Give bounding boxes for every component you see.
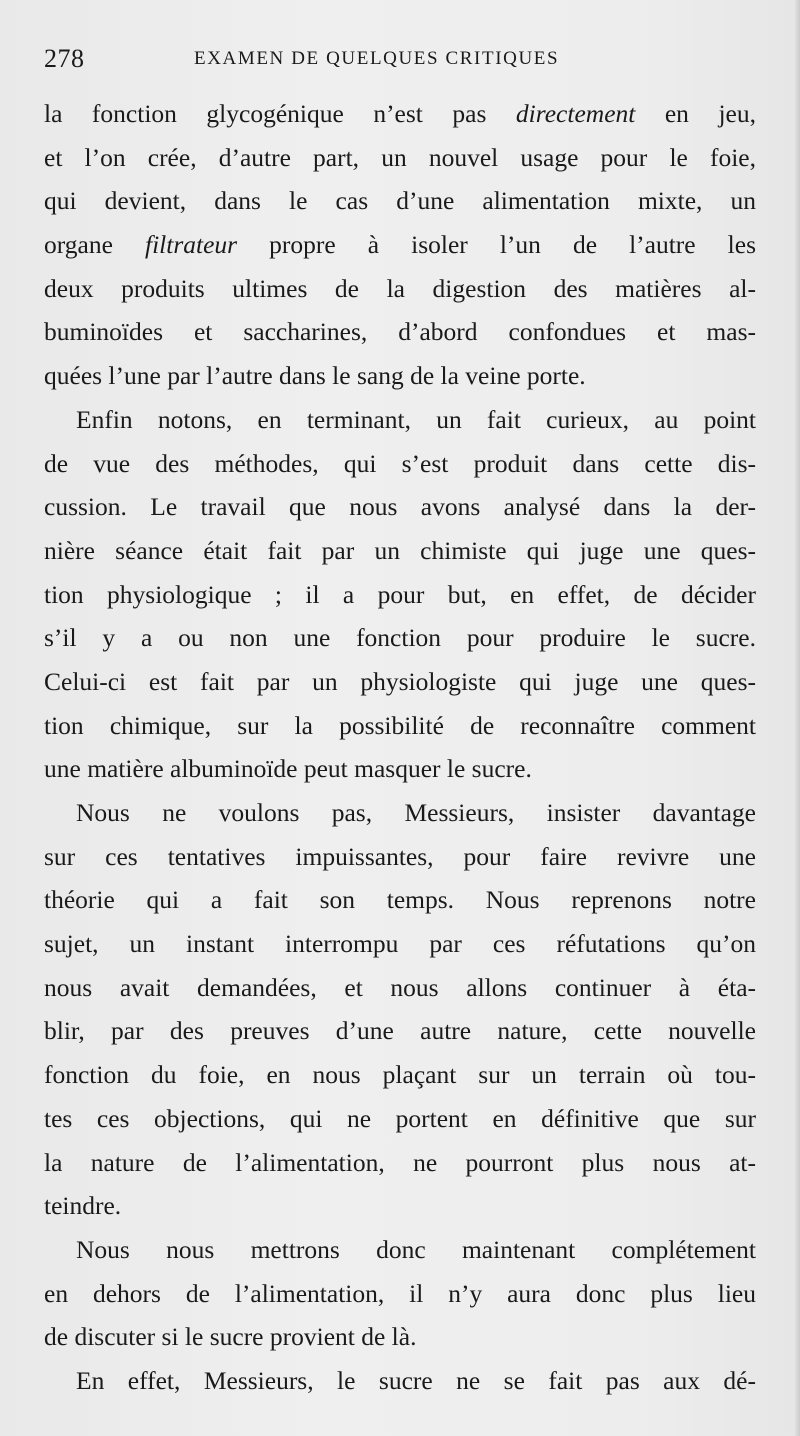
text-segment: s’il y a ou non une fonction pour produire le sucre. bbox=[44, 623, 756, 653]
text-segment: fonction du foie, en nous plaçant sur un terrain où tou- bbox=[44, 1060, 756, 1090]
italic-term: filtrateur bbox=[144, 230, 238, 260]
text-line bbox=[44, 529, 756, 573]
text-segment: la nature de l’alimentation, ne pourront plus nous at- bbox=[44, 1147, 756, 1177]
text-line bbox=[44, 616, 756, 660]
text-line bbox=[44, 179, 756, 223]
text-segment: propre à isoler l’un de l’autre les bbox=[237, 230, 756, 260]
text-line bbox=[44, 310, 756, 354]
text-segment: tion chimique, sur la possibilité de reconnaître comment bbox=[44, 710, 756, 740]
text-segment: cussion. Le travail que nous avons analysé dans la der- bbox=[44, 492, 756, 522]
text-segment: nière séance était fait par un chimiste qui juge une ques- bbox=[44, 535, 756, 565]
text-segment: en dehors de l’alimentation, il n’y aura donc plus lieu bbox=[44, 1278, 756, 1308]
italic-term: directement bbox=[515, 99, 636, 128]
page-number: 278 bbox=[44, 44, 85, 73]
text-segment: quées l’une par l’autre dans le sang de la veine porte. bbox=[44, 361, 586, 391]
text-segment: En effet, Messieurs, le sucre ne se fait pas aux dé- bbox=[76, 1365, 756, 1395]
text-line bbox=[44, 485, 756, 529]
text-line bbox=[44, 398, 756, 442]
running-head: EXAMEN DE QUELQUES CRITIQUES bbox=[194, 48, 560, 69]
text-line bbox=[44, 92, 756, 136]
text-segment: tion physiologique ; il a pour but, en effet, de décider bbox=[44, 579, 756, 609]
text-segment: Nous nous mettrons donc maintenant complétement bbox=[76, 1234, 756, 1264]
text-line bbox=[44, 1141, 756, 1185]
text-segment: blir, par des preuves d’une autre nature, cette nouvelle bbox=[44, 1016, 756, 1046]
text-segment: sur ces tentatives impuissantes, pour faire revivre une bbox=[44, 841, 756, 871]
text-segment: Nous ne voulons pas, Messieurs, insister davantage bbox=[76, 798, 756, 827]
text-line bbox=[44, 1097, 756, 1141]
text-line bbox=[44, 1009, 756, 1053]
text-segment: de vue des méthodes, qui s’est produit dans cette dis- bbox=[44, 448, 756, 478]
text-segment: qui devient, dans le cas d’une alimentation mixte, un bbox=[44, 186, 756, 216]
text-segment: et l’on crée, d’autre part, un nouvel usage pour le foie, bbox=[44, 142, 756, 172]
text-segment: tes ces objections, qui ne portent en définitive que sur bbox=[44, 1103, 756, 1133]
text-segment: Celui-ci est fait par un physiologiste qui juge une ques- bbox=[44, 666, 756, 696]
text-line bbox=[44, 922, 756, 966]
text-line bbox=[44, 442, 756, 486]
body-text bbox=[44, 92, 756, 1403]
page-edge-shadow bbox=[794, 0, 800, 1436]
text-line bbox=[44, 267, 756, 311]
text-line bbox=[44, 1359, 756, 1403]
text-segment: nous avait demandées, et nous allons continuer à éta- bbox=[44, 972, 756, 1002]
text-line bbox=[44, 136, 756, 180]
text-line bbox=[44, 660, 756, 704]
text-line bbox=[44, 1315, 756, 1359]
text-line bbox=[44, 1228, 756, 1272]
text-line bbox=[44, 704, 756, 748]
text-segment: organe bbox=[44, 230, 145, 260]
text-line bbox=[44, 791, 756, 835]
text-line bbox=[44, 573, 756, 617]
text-segment: de discuter si le sucre provient de là. bbox=[44, 1322, 417, 1352]
text-line bbox=[44, 966, 756, 1010]
text-line bbox=[44, 1184, 756, 1228]
text-segment: une matière albuminoïde peut masquer le sucre. bbox=[44, 754, 532, 784]
text-line bbox=[44, 747, 756, 791]
text-line bbox=[44, 835, 756, 879]
page-header bbox=[44, 44, 756, 78]
text-segment: en jeu, bbox=[635, 99, 756, 128]
text-line bbox=[44, 354, 756, 398]
text-segment: buminoïdes et saccharines, d’abord confondues et mas- bbox=[44, 317, 756, 347]
text-segment: teindre. bbox=[44, 1191, 122, 1221]
text-segment: théorie qui a fait son temps. Nous reprenons notre bbox=[44, 885, 756, 915]
text-segment: deux produits ultimes de la digestion des matières al- bbox=[44, 273, 756, 303]
text-line bbox=[44, 878, 756, 922]
text-line bbox=[44, 223, 756, 267]
text-line bbox=[44, 1272, 756, 1316]
text-line bbox=[44, 1053, 756, 1097]
text-segment: la fonction glycogénique n’est pas bbox=[44, 99, 516, 128]
text-segment: sujet, un instant interrompu par ces réfutations qu’on bbox=[44, 929, 756, 959]
text-segment: Enfin notons, en terminant, un fait curieux, au point bbox=[76, 404, 756, 434]
